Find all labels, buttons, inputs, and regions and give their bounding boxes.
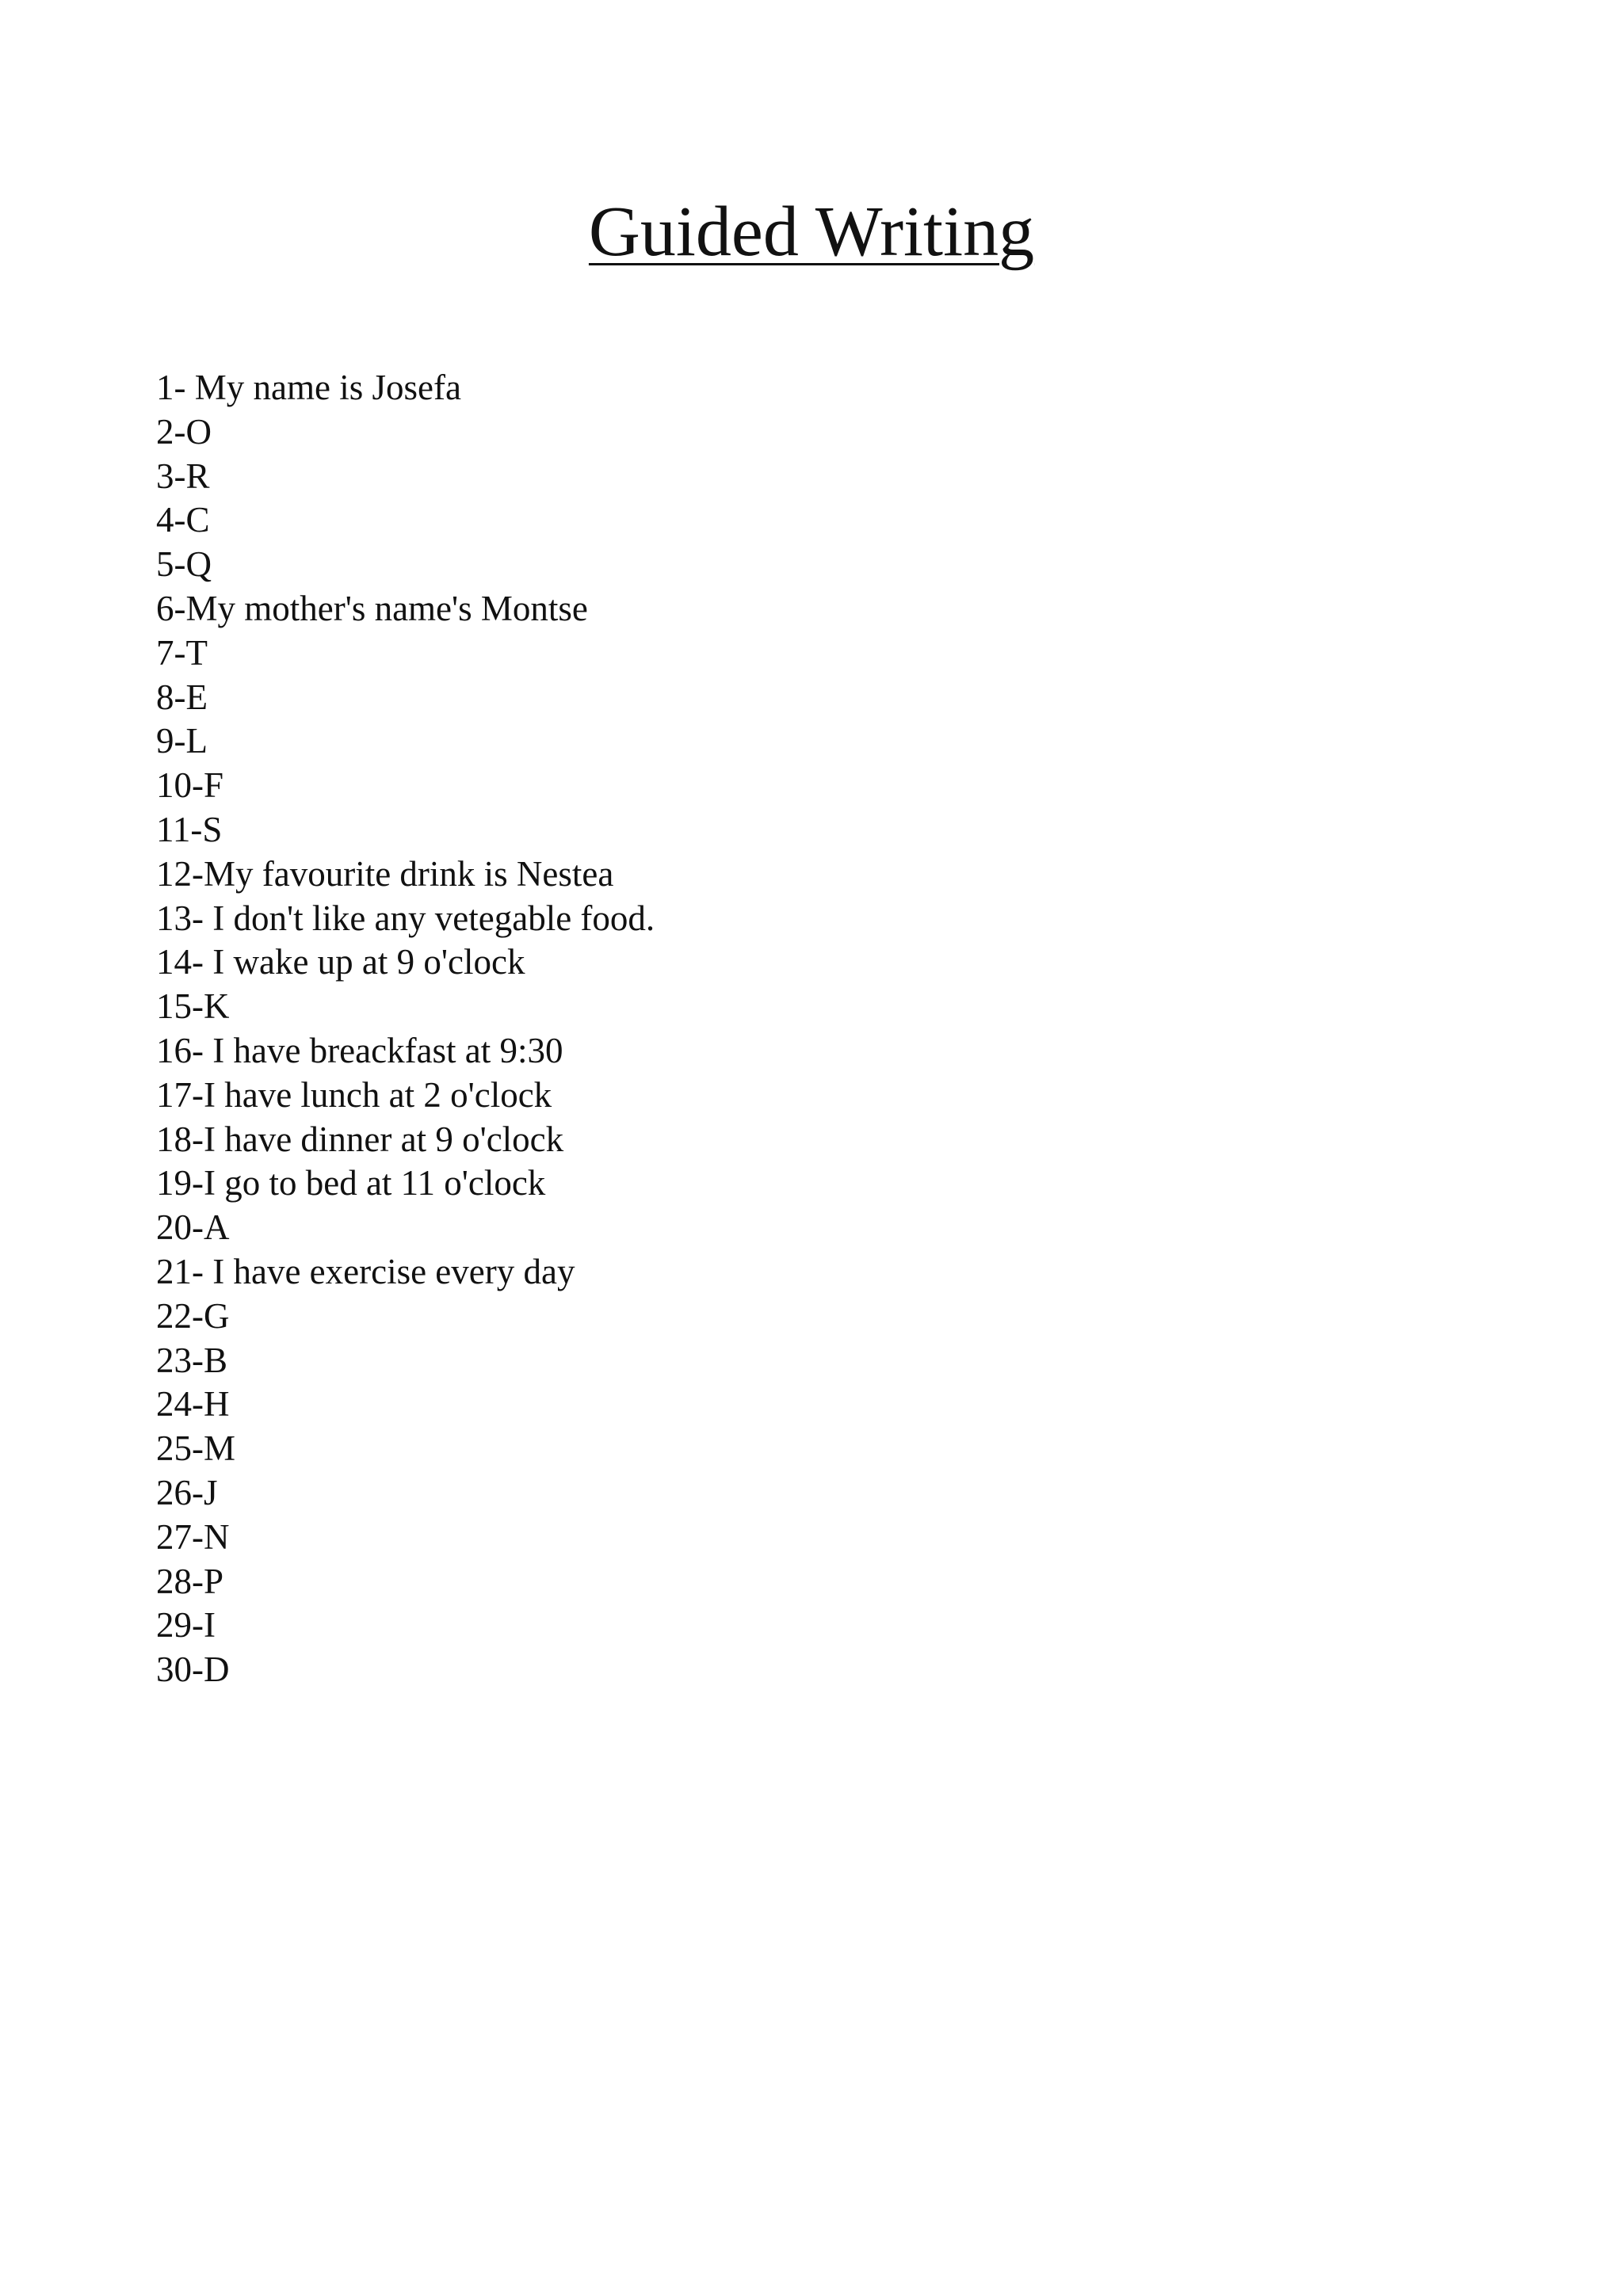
answer-line: 8-E: [156, 677, 208, 717]
answer-line: 1- My name is Josefa: [156, 368, 461, 407]
answer-line: 2-O: [156, 411, 212, 452]
answer-line: 5-Q: [156, 544, 212, 585]
answer-line: 19-I go to bed at 11 o'clock: [156, 1163, 546, 1203]
answer-line: 4-C: [156, 500, 210, 540]
answer-line: 14- I wake up at 9 o'clock: [156, 942, 525, 982]
answer-line: 15-K: [156, 986, 230, 1027]
answer-line: 20-A: [156, 1207, 230, 1248]
answer-line: 28-P: [156, 1561, 224, 1601]
answer-line: 13- I don't like any vetegable food.: [156, 898, 655, 938]
answer-line: 29-I: [156, 1605, 216, 1646]
answer-line: 9-L: [156, 721, 208, 761]
answer-line: 26-J: [156, 1472, 218, 1512]
answer-line: 30-D: [156, 1650, 230, 1690]
answer-line: 7-T: [156, 632, 208, 673]
answer-line: 22-G: [156, 1295, 230, 1336]
answer-line: 3-R: [156, 456, 210, 496]
answer-line: 10-F: [156, 765, 224, 806]
answer-line: 12-My favourite drink is Nestea: [156, 853, 614, 894]
page-title: Guided Writing: [588, 193, 1035, 271]
answer-list: [156, 366, 655, 1692]
answer-line: 11-S: [156, 809, 223, 849]
answer-line: 21- I have exercise every day: [156, 1251, 575, 1291]
answer-line: 6-My mother's name's Montse: [156, 588, 588, 628]
answer-line: 23-B: [156, 1340, 227, 1380]
answer-line: 27-N: [156, 1516, 230, 1557]
answer-line: 25-M: [156, 1428, 235, 1469]
answer-line: 17-I have lunch at 2 o'clock: [156, 1074, 552, 1115]
answer-line: 18-I have dinner at 9 o'clock: [156, 1119, 564, 1159]
answer-line: 24-H: [156, 1384, 230, 1425]
answer-line: 16- I have breackfast at 9:30: [156, 1030, 563, 1070]
